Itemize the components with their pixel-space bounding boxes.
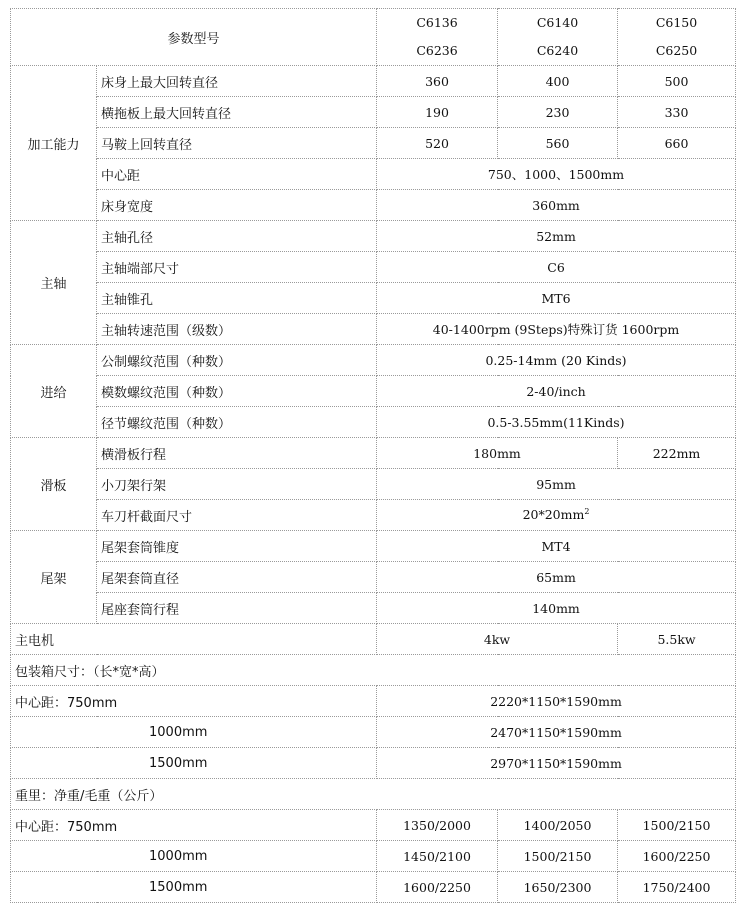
spec-label: 横拖板上最大回转直径 [97,97,377,128]
table-row [11,97,736,128]
spec-value: 222mm [618,438,736,469]
spec-value: 360mm [377,190,736,221]
spec-value: 1650/2300 [498,872,618,903]
table-row [11,376,736,407]
spec-label: 1000mm [11,841,377,872]
table-row [11,159,736,190]
spec-label: 1000mm [11,717,377,748]
table-row [11,531,736,562]
section-title-row [11,655,736,686]
spec-value: 2-40/inch [377,376,736,407]
spec-label: 公制螺纹范围（种数） [97,345,377,376]
spec-value: 4kw [377,624,618,655]
model-code: C6236 [416,43,458,58]
section-title: 包装箱尺寸：（长*宽*高） [11,655,736,686]
group-label: 滑板 [11,438,97,531]
spec-value: 560 [498,128,618,159]
squared-sup: 2 [584,507,590,517]
spec-value: 180mm [377,438,618,469]
spec-label: 主轴锥孔 [97,283,377,314]
table-row [11,872,736,903]
spec-label: 车刀杆截面尺寸 [97,500,377,531]
spec-label: 主电机 [11,624,377,655]
model-code: C6150 [655,15,698,30]
spec-value: 0.25-14mm (20 Kinds) [377,345,736,376]
spec-value: 330 [618,97,736,128]
spec-value: 95mm [377,469,736,500]
model-header [377,9,498,66]
model-header [618,9,736,66]
spec-value: 5.5kw [618,624,736,655]
table-row [11,283,736,314]
model-header [498,9,618,66]
model-code: C6240 [536,43,579,58]
spec-value: 2470*1150*1590mm [377,717,736,748]
spec-label: 主轴端部尺寸 [97,252,377,283]
spec-value: 1600/2250 [377,872,498,903]
spec-label: 1500mm [11,748,377,779]
lathe-spec-table [10,8,736,903]
group-label: 主轴 [11,221,97,345]
table-row [11,841,736,872]
spec-label: 主轴孔径 [97,221,377,252]
section-title-row [11,779,736,810]
model-code: C6250 [655,43,698,58]
spec-value: 500 [618,66,736,97]
table-row [11,314,736,345]
table-row [11,810,736,841]
spec-label: 中心距：750mm [11,810,377,841]
spec-value: 52mm [377,221,736,252]
spec-value: 520 [377,128,498,159]
table-row [11,686,736,717]
spec-value: 2970*1150*1590mm [377,748,736,779]
spec-value: 1500/2150 [498,841,618,872]
spec-label: 尾架套筒锥度 [97,531,377,562]
table-row [11,221,736,252]
spec-value: 1450/2100 [377,841,498,872]
spec-value: 190 [377,97,498,128]
spec-value: 750、1000、1500mm [377,159,736,190]
spec-value: 2220*1150*1590mm [377,686,736,717]
header-row [11,9,736,66]
table-row [11,624,736,655]
spec-label: 主轴转速范围（级数） [97,314,377,345]
table-row [11,66,736,97]
table-row [11,190,736,221]
table-row [11,717,736,748]
spec-label: 马鞍上回转直径 [97,128,377,159]
table-row [11,593,736,624]
spec-value: 1750/2400 [618,872,736,903]
spec-label: 床身上最大回转直径 [97,66,377,97]
spec-value: 1500/2150 [618,810,736,841]
table-row [11,128,736,159]
spec-value: 660 [618,128,736,159]
table-row [11,252,736,283]
spec-label: 1500mm [11,872,377,903]
spec-value [377,500,736,531]
spec-value: 1350/2000 [377,810,498,841]
spec-value: 400 [498,66,618,97]
spec-value: MT6 [377,283,736,314]
spec-value: 1600/2250 [618,841,736,872]
spec-label: 中心距 [97,159,377,190]
spec-value: 40-1400rpm (9Steps)特殊订货 1600rpm [377,314,736,345]
spec-label: 小刀架行架 [97,469,377,500]
param-header: 参数型号 [11,9,377,66]
spec-label: 床身宽度 [97,190,377,221]
spec-value: 1400/2050 [498,810,618,841]
spec-label: 尾架套筒直径 [97,562,377,593]
spec-label: 径节螺纹范围（种数） [97,407,377,438]
table-row [11,438,736,469]
table-row [11,407,736,438]
spec-label: 中心距：750mm [11,686,377,717]
group-label: 尾架 [11,531,97,624]
tool-size: 20*20mm [522,507,585,523]
spec-label: 尾座套筒行程 [97,593,377,624]
group-label: 加工能力 [11,66,97,221]
spec-label: 横滑板行程 [97,438,377,469]
table-row [11,500,736,531]
section-title: 重里：净重/毛重（公斤） [11,779,736,810]
spec-value: C6 [377,252,736,283]
table-row [11,748,736,779]
spec-value: 230 [498,97,618,128]
spec-value: 140mm [377,593,736,624]
spec-value: 0.5-3.55mm(11Kinds) [377,407,736,438]
table-row [11,562,736,593]
table-row [11,345,736,376]
spec-value: MT4 [377,531,736,562]
model-code: C6140 [536,15,579,30]
spec-value: 65mm [377,562,736,593]
group-label: 进给 [11,345,97,438]
spec-label: 模数螺纹范围（种数） [97,376,377,407]
table-row [11,469,736,500]
model-code: C6136 [416,15,458,30]
spec-value: 360 [377,66,498,97]
